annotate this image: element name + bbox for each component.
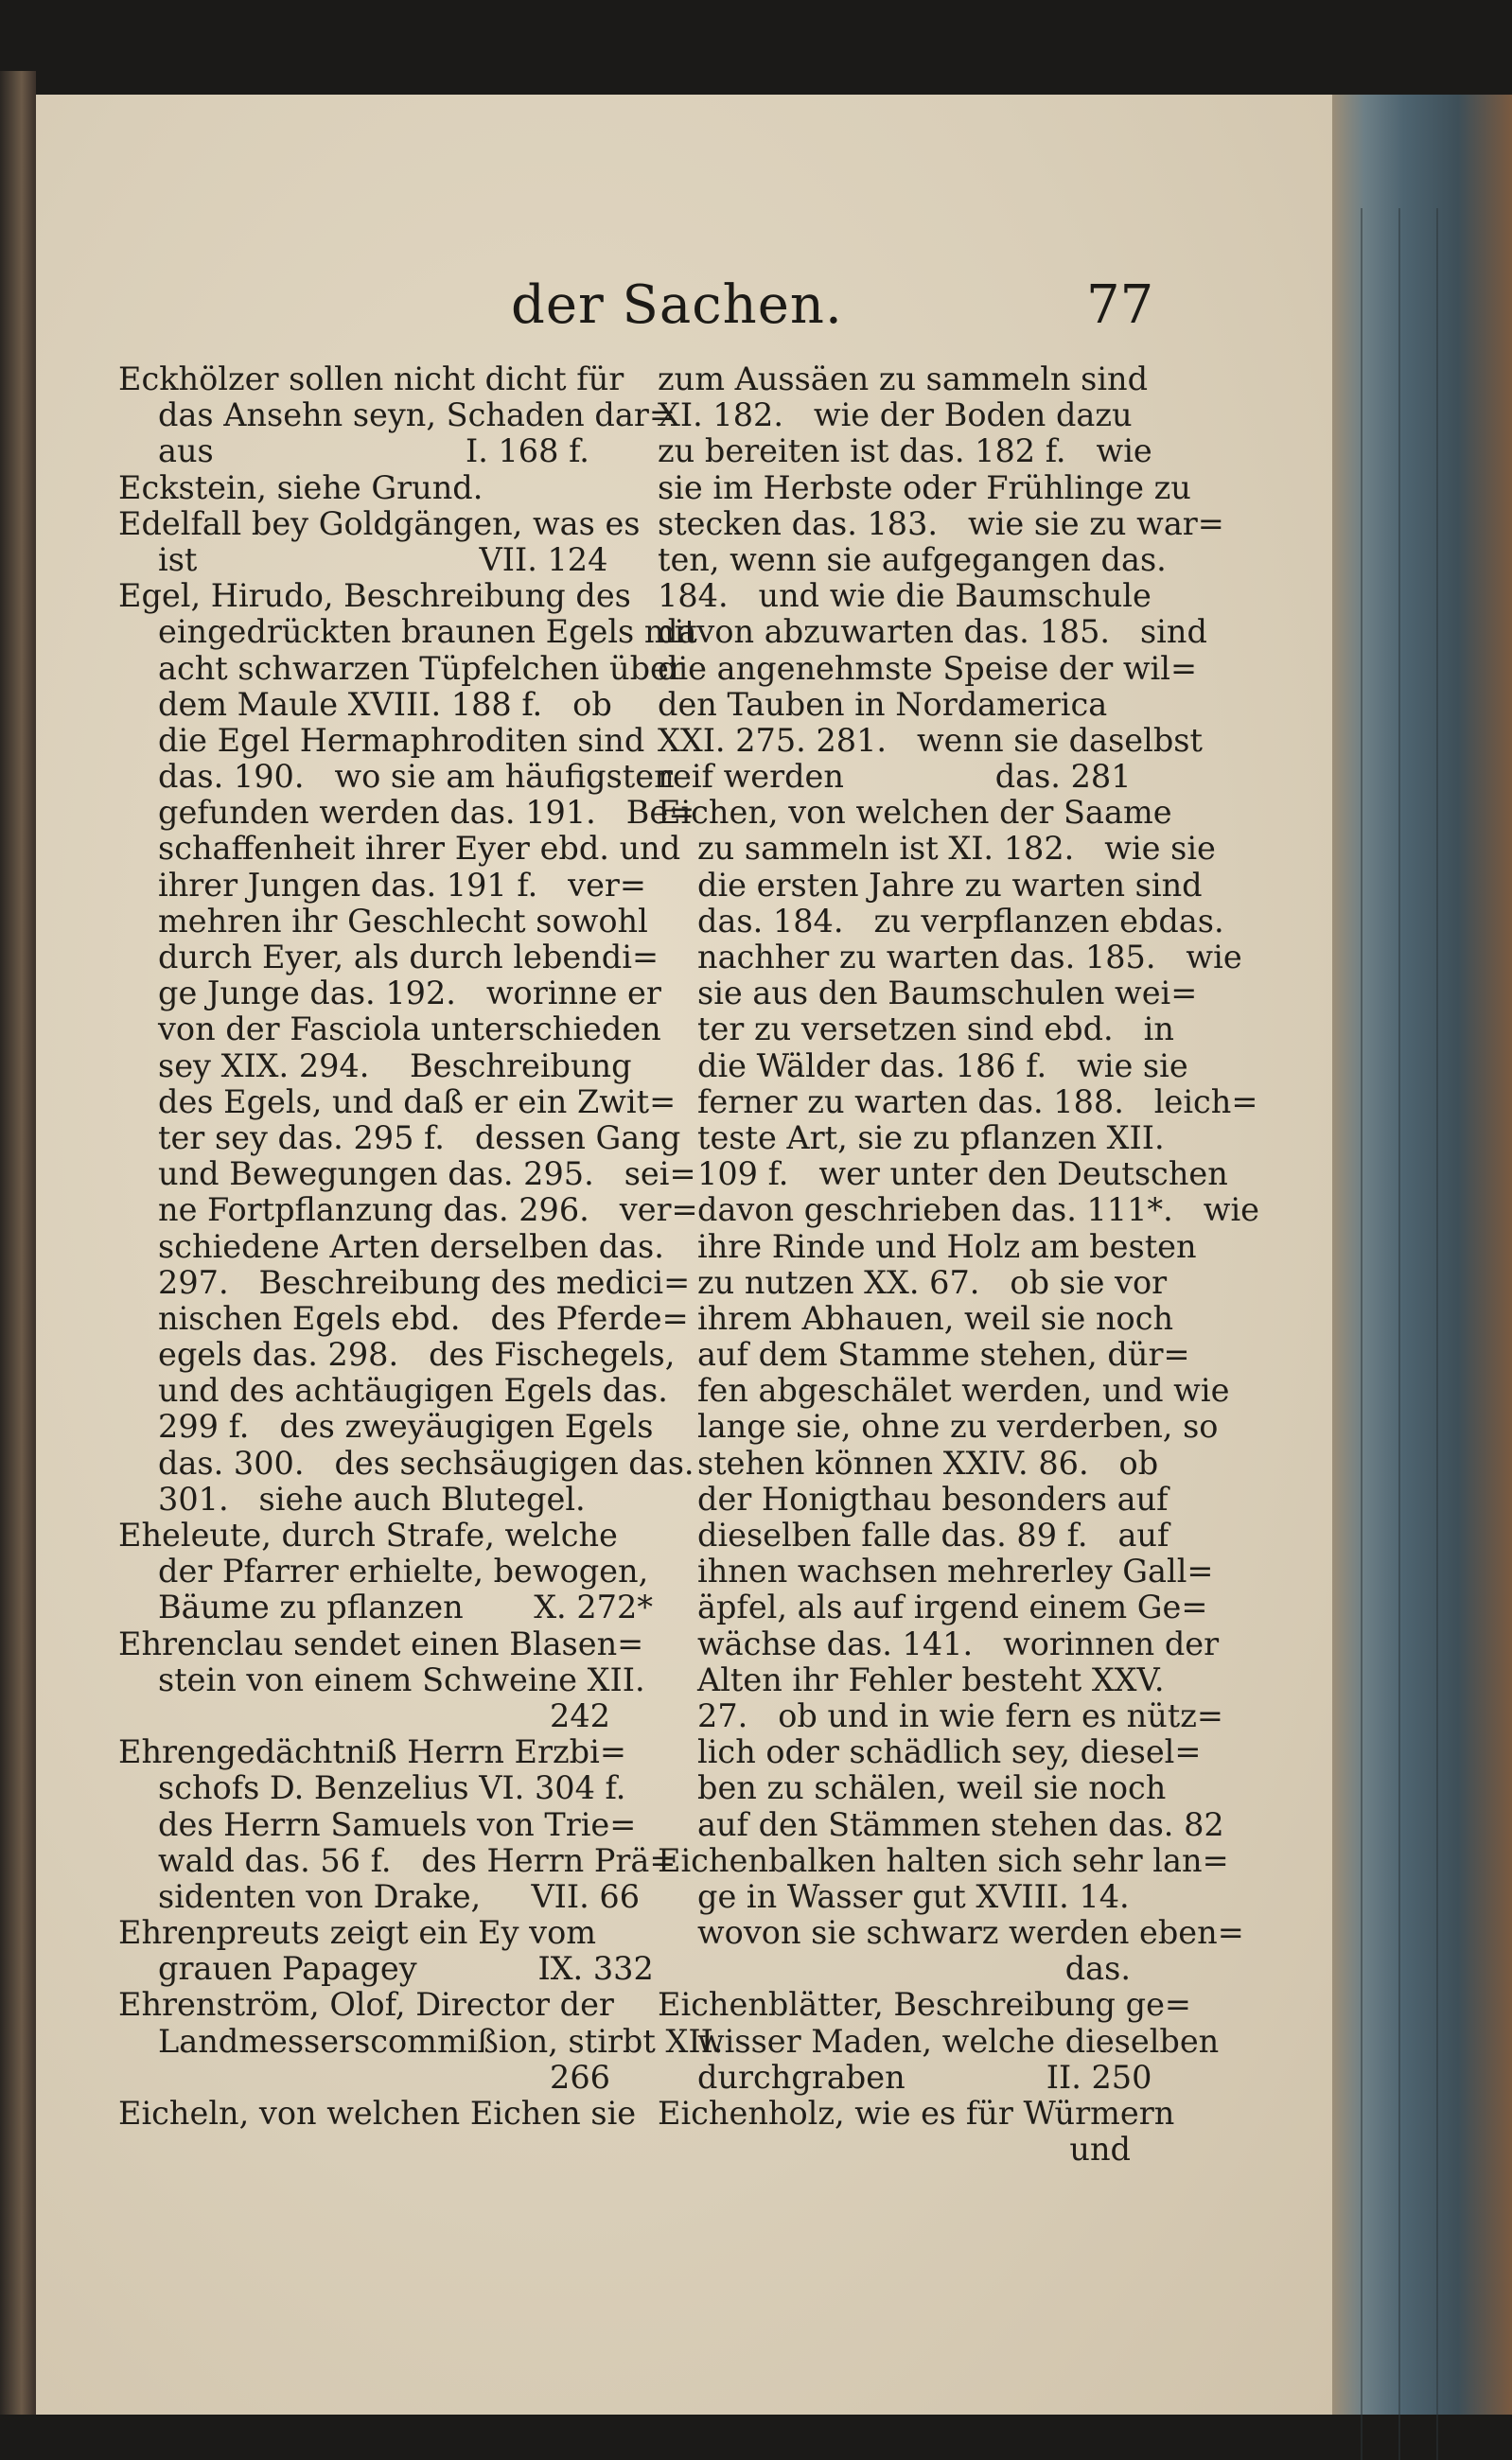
index-line: ter sey das. 295 f. dessen Gang [158, 1118, 681, 1156]
index-line: Eckhölzer sollen nicht dicht für [118, 360, 624, 397]
index-line: reif werden das. 281 [658, 758, 1132, 796]
index-line: zum Aussäen zu sammeln sind [658, 360, 1149, 397]
index-line: 301. siehe auch Blutegel. [158, 1480, 586, 1518]
index-line: Eicheln, von welchen Eichen sie [118, 2095, 637, 2132]
index-line: teste Art, sie zu pflanzen XII. [697, 1118, 1165, 1156]
edge-line [1436, 208, 1438, 2460]
index-line: davon abzuwarten das. 185. sind [658, 613, 1207, 651]
index-line: stehen können XXIV. 86. ob [697, 1444, 1159, 1482]
index-line: Eichen, von welchen der Saame [658, 794, 1172, 832]
index-line: zu sammeln ist XI. 182. wie sie [697, 830, 1216, 868]
index-line: stecken das. 183. wie sie zu war= [658, 504, 1224, 542]
page-header [0, 274, 1512, 341]
index-line: grauen Papagey IX. 332 [158, 1950, 654, 1988]
index-line: nachher zu warten das. 185. wie [697, 939, 1242, 975]
index-line: äpfel, als auf irgend einem Ge= [697, 1589, 1208, 1626]
index-line: 297. Beschreibung des medici= [158, 1263, 691, 1301]
index-line: ferner zu warten das. 188. leich= [697, 1082, 1258, 1120]
index-line: lich oder schädlich sey, diesel= [697, 1733, 1202, 1771]
index-line: ihre Rinde und Holz am besten [697, 1227, 1197, 1265]
index-line: die ersten Jahre zu warten sind [697, 866, 1203, 904]
index-line: 27. ob und in wie fern es nütz= [697, 1696, 1223, 1734]
index-line: Ehrenpreuts zeigt ein Ey vom [118, 1914, 597, 1952]
index-line: zu bereiten ist das. 182 f. wie [658, 432, 1152, 470]
edge-line [1361, 208, 1363, 2460]
index-line: acht schwarzen Tüpfelchen über [158, 649, 684, 687]
index-line: ter zu versetzen sind ebd. in [697, 1010, 1174, 1048]
index-line: gefunden werden das. 191. Be= [158, 794, 695, 832]
index-line: mehren ihr Geschlecht sowohl [158, 902, 648, 940]
index-line: das. 190. wo sie am häufigsten [158, 758, 675, 796]
index-line: sey XIX. 294. Beschreibung [158, 1046, 632, 1084]
index-line: ben zu schälen, weil sie noch [697, 1769, 1167, 1807]
index-line: das. 300. des sechsäugigen das. [158, 1444, 694, 1482]
index-line: schaffenheit ihrer Eyer ebd. und [158, 830, 681, 868]
index-line: schofs D. Benzelius VI. 304 f. [158, 1769, 626, 1807]
index-line: Eichenholz, wie es für Würmern [658, 2095, 1175, 2132]
index-line: Ehrenclau sendet einen Blasen= [118, 1625, 644, 1662]
index-line: aus I. 168 f. [158, 432, 589, 470]
index-line: dieselben falle das. 89 f. auf [697, 1517, 1169, 1554]
index-line: dem Maule XVIII. 188 f. ob [158, 685, 612, 723]
index-line: Bäume zu pflanzen X. 272* [158, 1589, 654, 1626]
index-line: des Herrn Samuels von Trie= [158, 1805, 637, 1843]
index-line: schiedene Arten derselben das. [158, 1227, 664, 1265]
index-line: 184. und wie die Baumschule [658, 577, 1152, 615]
index-line: des Egels, und daß er ein Zwit= [158, 1082, 677, 1120]
index-line: egels das. 298. des Fischegels, [158, 1336, 676, 1374]
index-line: die Wälder das. 186 f. wie sie [697, 1046, 1188, 1084]
index-line: Alten ihr Fehler besteht XXV. [697, 1660, 1165, 1698]
index-line: Ehrenström, Olof, Director der [118, 1986, 614, 2024]
index-line: sie aus den Baumschulen wei= [697, 975, 1198, 1012]
index-line: fen abgeschälet werden, und wie [697, 1372, 1230, 1410]
index-line: ihnen wachsen mehrerley Gall= [697, 1553, 1214, 1590]
book-left-edge [0, 71, 36, 2415]
index-line: das. [1064, 1950, 1131, 1988]
index-line: die Egel Hermaphroditen sind [158, 721, 645, 759]
index-line: 242 [550, 1696, 610, 1734]
index-line: 266 [550, 2058, 610, 2096]
index-line: ihrer Jungen das. 191 f. ver= [158, 866, 646, 904]
index-line: durchgraben II. 250 [697, 2058, 1152, 2096]
index-line: Eckstein, siehe Grund. [118, 468, 483, 506]
index-line: durch Eyer, als durch lebendi= [158, 939, 659, 975]
index-line: 109 f. wer unter den Deutschen [697, 1155, 1228, 1193]
index-line: XXI. 275. 281. wenn sie daselbst [658, 721, 1203, 759]
index-line: ge in Wasser gut XVIII. 14. [697, 1877, 1130, 1915]
index-line: ist VII. 124 [158, 540, 608, 578]
index-line: XI. 182. wie der Boden dazu [658, 396, 1133, 434]
edge-line [1398, 208, 1400, 2460]
left-column [118, 360, 724, 2132]
index-line: Eichenblätter, Beschreibung ge= [658, 1986, 1191, 2024]
index-line: sie im Herbste oder Frühlinge zu [658, 468, 1191, 506]
index-line: wald das. 56 f. des Herrn Prä= [158, 1841, 677, 1879]
index-line: Egel, Hirudo, Beschreibung des [118, 577, 631, 615]
index-line: Landmesserscommißion, stirbt XII. [158, 2022, 724, 2060]
index-line: wovon sie schwarz werden eben= [697, 1914, 1244, 1952]
index-line: Eheleute, durch Strafe, welche [118, 1517, 618, 1554]
index-line: auf den Stämmen stehen das. 82 [697, 1805, 1224, 1843]
page-number: 77 [1086, 274, 1154, 336]
index-line: ihrem Abhauen, weil sie noch [697, 1299, 1174, 1337]
index-line: ge Junge das. 192. worinne er [158, 975, 661, 1012]
index-line: lange sie, ohne zu verderben, so [697, 1408, 1219, 1446]
index-line: der Pfarrer erhielte, bewogen, [158, 1553, 649, 1590]
running-head: der Sachen. [511, 274, 843, 336]
index-line: wächse das. 141. worinnen der [697, 1625, 1220, 1662]
index-line: ne Fortpflanzung das. 296. ver= [158, 1191, 698, 1229]
index-line: Ehrengedächtniß Herrn Erzbi= [118, 1733, 626, 1771]
index-line: das Ansehn seyn, Schaden dar= [158, 396, 676, 434]
index-line: und Bewegungen das. 295. sei= [158, 1155, 696, 1193]
index-line: auf dem Stamme stehen, dür= [697, 1336, 1190, 1374]
index-line: sidenten von Drake, VII. 66 [158, 1877, 641, 1915]
index-line: ten, wenn sie aufgegangen das. [658, 540, 1167, 578]
index-line: nischen Egels ebd. des Pferde= [158, 1299, 689, 1337]
index-line: Eichenbalken halten sich sehr lan= [658, 1841, 1229, 1879]
index-line: 299 f. des zweyäugigen Egels [158, 1408, 654, 1446]
index-line: und des achtäugigen Egels das. [158, 1372, 668, 1410]
index-line: davon geschrieben das. 111*. wie [697, 1191, 1259, 1229]
index-line: die angenehmste Speise der wil= [658, 649, 1198, 687]
index-line: und [1069, 2131, 1131, 2169]
index-line: von der Fasciola unterschieden [158, 1010, 661, 1048]
index-line: stein von einem Schweine XII. [158, 1660, 645, 1698]
index-line: eingedrückten braunen Egels mit [158, 613, 697, 651]
index-line: wisser Maden, welche dieselben [697, 2022, 1220, 2060]
index-line: zu nutzen XX. 67. ob sie vor [697, 1263, 1168, 1301]
index-line: den Tauben in Nordamerica [658, 685, 1108, 723]
right-column [658, 360, 1259, 2169]
index-line: das. 184. zu verpflanzen ebdas. [697, 902, 1224, 940]
page-fore-edge [1332, 95, 1512, 2415]
index-line: der Honigthau besonders auf [697, 1480, 1169, 1518]
index-line: Edelfall bey Goldgängen, was es [118, 504, 641, 542]
